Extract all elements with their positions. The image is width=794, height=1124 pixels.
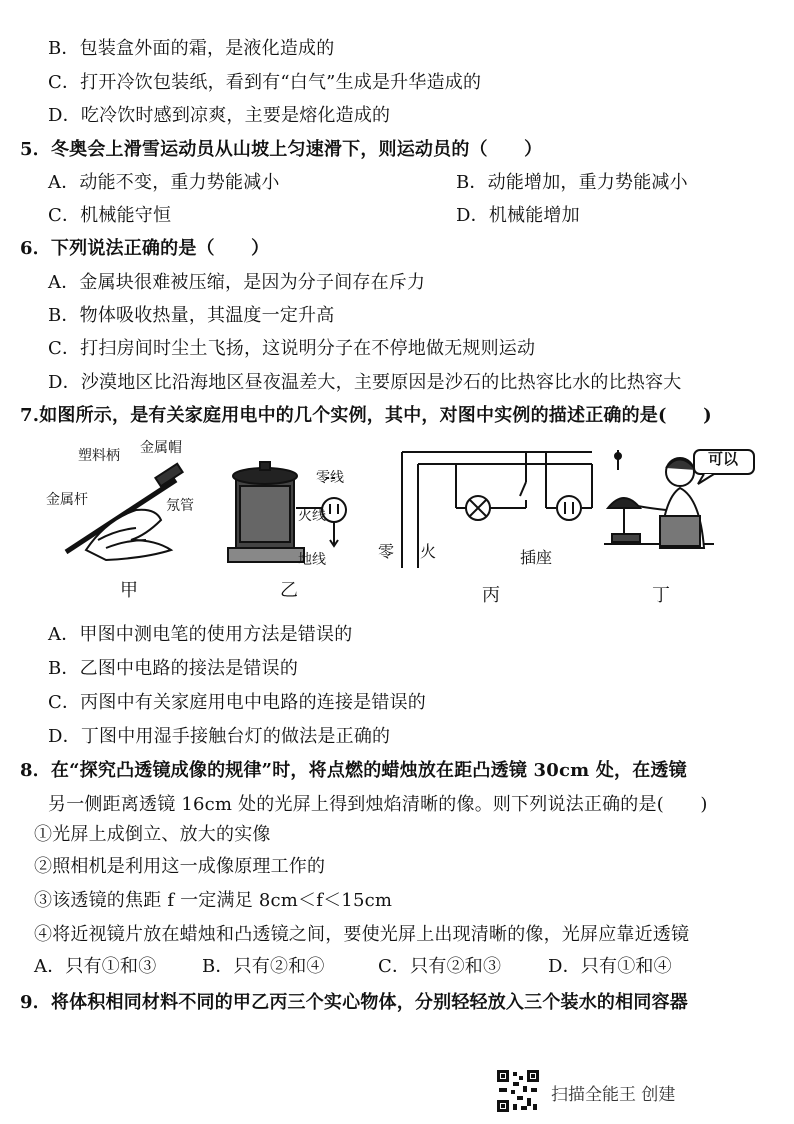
q8-option-c: C．只有②和③ bbox=[378, 956, 502, 977]
q5-option-c: C．机械能守恒 bbox=[48, 205, 172, 226]
tag-live-wire-yi: 火线 bbox=[298, 508, 326, 524]
q8-statement-4: ④将近视镜片放在蜡烛和凸透镜之间，要使光屏上出现清晰的像，光屏应靠近透镜 bbox=[34, 924, 690, 945]
q7-option-a: A．甲图中测电笔的使用方法是错误的 bbox=[48, 624, 353, 645]
q6-option-d: D．沙漠地区比沿海地区昼夜温差大，主要原因是沙石的比热容比水的比热容大 bbox=[48, 372, 682, 393]
speech-bubble-text: 可以 bbox=[708, 450, 739, 468]
q8-option-d: D．只有①和④ bbox=[548, 956, 672, 977]
q8-option-b: B．只有②和④ bbox=[202, 956, 325, 977]
figure-yi-cooker-illustration bbox=[226, 458, 366, 568]
q8-option-a: A．只有①和③ bbox=[34, 956, 157, 977]
tag-neutral-wire-yi: 零线 bbox=[316, 470, 344, 486]
figure-label-jia: 甲 bbox=[120, 580, 138, 601]
tag-live-bing: 火 bbox=[420, 542, 437, 561]
q6-option-c: C．打扫房间时尘土飞扬，这说明分子在不停地做无规则运动 bbox=[48, 338, 536, 359]
tag-metal-cap: 金属帽 bbox=[140, 440, 182, 456]
figure-label-bing: 丙 bbox=[482, 585, 500, 606]
q5-stem: 5．冬奥会上滑雪运动员从山坡上匀速滑下，则运动员的（ ） bbox=[20, 139, 543, 160]
q7-option-c: C．丙图中有关家庭用电中电路的连接是错误的 bbox=[48, 692, 426, 713]
q7-option-d: D．丁图中用湿手接触台灯的做法是正确的 bbox=[48, 726, 391, 747]
tag-plastic-handle: 塑料柄 bbox=[78, 448, 120, 464]
figure-label-yi: 乙 bbox=[280, 580, 298, 601]
tag-neon-tube: 氖管 bbox=[166, 498, 194, 514]
tag-neutral-bing: 零 bbox=[378, 542, 395, 561]
q5-option-d: D．机械能增加 bbox=[456, 205, 580, 226]
q4-option-d: D．吃冷饮时感到凉爽，主要是熔化造成的 bbox=[48, 105, 391, 126]
figure-label-ding: 丁 bbox=[652, 585, 670, 606]
tag-metal-rod: 金属杆 bbox=[46, 492, 88, 508]
q6-option-b: B．物体吸收热量，其温度一定升高 bbox=[48, 305, 335, 326]
scanner-watermark bbox=[495, 1068, 755, 1116]
q8-statement-2: ②照相机是利用这一成像原理工作的 bbox=[34, 856, 326, 877]
q6-stem: 6．下列说法正确的是（ ） bbox=[20, 238, 270, 259]
tag-ground-wire-yi: 地线 bbox=[298, 552, 326, 568]
q4-option-c: C．打开冷饮包装纸，看到有“白气”生成是升华造成的 bbox=[48, 72, 482, 93]
q6-option-a: A．金属块很难被压缩，是因为分子间存在斥力 bbox=[48, 272, 426, 293]
q5-option-b: B．动能增加，重力势能减小 bbox=[456, 172, 688, 193]
q9-stem: 9．将体积相同材料不同的甲乙丙三个实心物体，分别轻轻放入三个装水的相同容器 bbox=[20, 992, 688, 1013]
q8-stem-line-2: 另一侧距离透镜 16cm 处的光屏上得到烛焰清晰的像。则下列说法正确的是( ) bbox=[48, 794, 708, 815]
q7-option-b: B．乙图中电路的接法是错误的 bbox=[48, 658, 299, 679]
scanner-app-text: 扫描全能王 创建 bbox=[551, 1085, 676, 1105]
q4-option-b: B．包装盒外面的霜，是液化造成的 bbox=[48, 38, 335, 59]
qr-code-icon bbox=[495, 1068, 541, 1114]
q7-figures bbox=[36, 440, 766, 610]
q8-stem-line-1: 8．在“探究凸透镜成像的规律”时，将点燃的蜡烛放在距凸透镜 30cm 处，在透镜 bbox=[20, 760, 687, 781]
q5-option-a: A．动能不变，重力势能减小 bbox=[48, 172, 280, 193]
q8-statement-1: ①光屏上成倒立、放大的实像 bbox=[34, 824, 271, 845]
q8-statement-3: ③该透镜的焦距 f 一定满足 8cm＜f＜15cm bbox=[34, 890, 393, 911]
tag-socket-bing: 插座 bbox=[520, 548, 553, 567]
q7-stem: 7.如图所示，是有关家庭用电中的几个实例，其中，对图中实例的描述正确的是( ) bbox=[20, 405, 712, 426]
